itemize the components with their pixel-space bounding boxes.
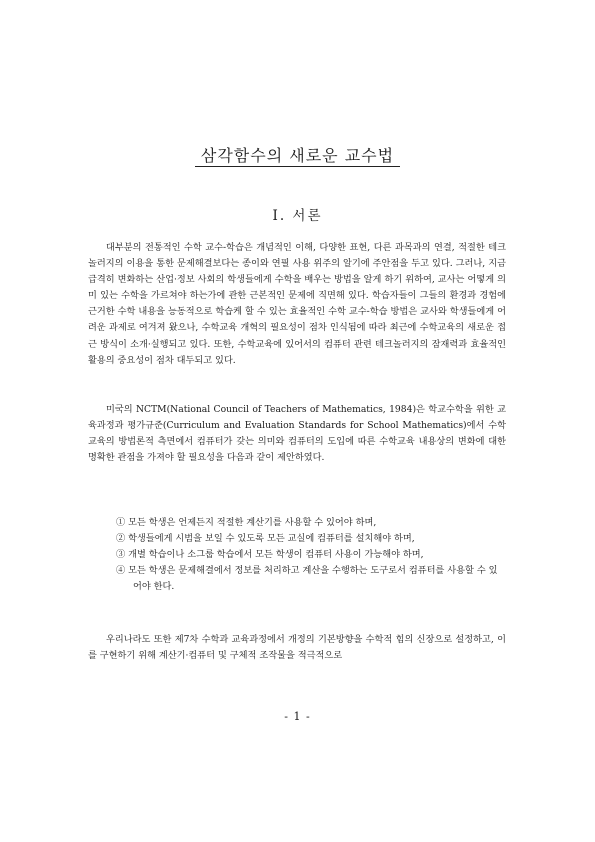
list-item: ① 모든 학생은 언제든지 적절한 계산기를 사용할 수 있어야 하며, (116, 517, 377, 528)
list-item: ③ 개별 학습이나 소그룹 학습에서 모든 학생이 컴퓨터 사용이 가능해야 하며, (116, 549, 424, 561)
list-item: ② 학생들에게 시범을 보일 수 있도록 모든 교실에 컴퓨터를 설치해야 하며, (116, 533, 415, 545)
nctm-recommendations-list (116, 515, 506, 595)
page-number: - 1 - (284, 710, 311, 723)
paragraph-text: 대부분의 전통적인 수학 교수-학습은 개념적인 이해, 다양한 표현, 다른 과목과의 연결, 적절한 테크놀러지의 이용을 통한 문제해결보다는 종이와 연필 사용 위주의 알기에 주안점을 두고 있다. 그러나, 지금 급격히 변화하는 산업·정보 사회의 학생들에게 수학을 배우는 방법을 알게 하기 위하여, 교사는 어떻게 의미 있는 수학을 가르쳐야 하는가에 관한 근본적인 문제에 직면해 있다. 학습자들이 그들의 환경과 경험에 근거한 수학 내용을 능동적으로 학습케 할 수 있는 효율적인 수학 교수-학습 방법은 교사와 학생들에게 어려운 과제로 여겨져 왔으나, 수학교육 개혁의 필요성이 점차 인식됨에 따라 최근에 수학교육의 새로운 접근 방식이 소개·실행되고 있다. 또한, 수학교육에 있어서의 컴퓨터 관련 테크놀러지의 잠재력과 효율적인 활용의 중요성이 점차 대두되고 있다. (88, 242, 506, 366)
intro-paragraph-1 (88, 240, 506, 369)
list-item: ④ 모든 학생은 문제해결에서 정보를 처리하고 계산을 수행하는 도구로서 컴퓨터를 사용할 수 있어야 한다. (116, 565, 498, 593)
paragraph-text: 우리나라도 또한 제7차 수학과 교육과정에서 개정의 기본방향을 수학적 힘의 신장으로 설정하고, 이를 구현하기 위해 계산기·컴퓨터 및 구체적 조작물을 적극적으로 (88, 634, 506, 662)
document-title (0, 143, 595, 166)
section-heading: Ⅰ. 서론 (272, 208, 323, 224)
paragraph-text: 미국의 NCTM(National Council of Teachers of Mathematics, 1984)은 학교수학을 위한 교육과정과 평가규준(Curriculum and Evaluation Standards for School Mathematics)에서 수학교육의 방법론적 측면에서 컴퓨터가 갖는 의미와 컴퓨터의 도입에 따른 수학교육 내용상의 변화에 대한 명확한 관점을 가져야 할 필요성을 다음과 같이 제안하였다. (88, 404, 506, 464)
title-text: 삼각함수의 새로운 교수법 (195, 146, 400, 167)
intro-paragraph-2 (88, 402, 506, 466)
intro-paragraph-3 (88, 632, 506, 664)
